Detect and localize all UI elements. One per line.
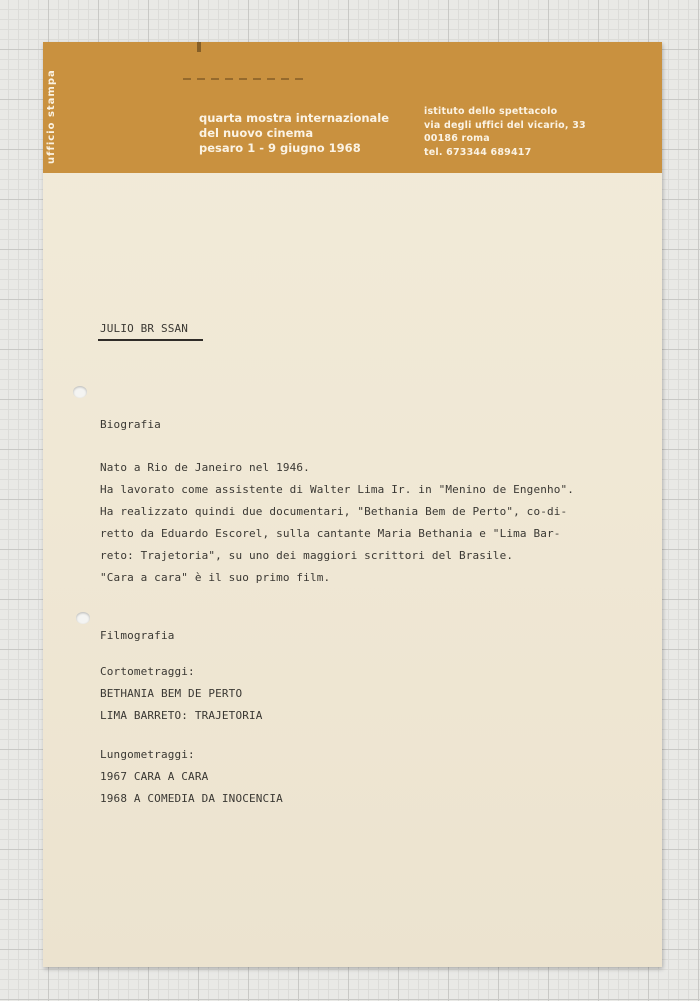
name-underline (98, 339, 203, 341)
list-item: 1968 A COMEDIA DA INOCENCIA (100, 792, 283, 805)
bio-line: reto: Trajetoria", su uno dei maggiori scrittori del Brasile. (100, 549, 514, 562)
bio-line: "Cara a cara" è il suo primo film. (100, 571, 331, 584)
ink-mark (197, 42, 201, 52)
list-item: LIMA BARRETO: TRAJETORIA (100, 709, 263, 722)
festival-line: del nuovo cinema (199, 126, 314, 140)
director-name: JULIO BR SSAN (100, 322, 189, 335)
filmography-heading: Filmografia (100, 629, 175, 642)
festival-dates: pesaro 1 - 9 giugno 1968 (199, 141, 361, 155)
institute-name: istituto dello spettacolo (424, 106, 558, 117)
shorts-heading: Cortometraggi: (100, 665, 195, 678)
shorts-list (100, 683, 263, 727)
dashed-mark (183, 78, 308, 80)
institute-address: via degli uffici del vicario, 33 (424, 119, 586, 131)
bio-line: Nato a Rio de Janeiro nel 1946. (100, 461, 310, 474)
features-heading: Lungometraggi: (100, 748, 195, 761)
institute-info (424, 105, 586, 159)
features-list (100, 766, 283, 810)
letterhead-band (43, 42, 662, 173)
festival-line: quarta mostra internazionale (199, 111, 390, 125)
list-item: 1967 CARA A CARA (100, 770, 209, 783)
press-sheet (43, 42, 662, 967)
institute-city: 00186 roma (424, 133, 490, 144)
list-item: BETHANIA BEM DE PERTO (100, 687, 243, 700)
institute-phone: tel. 673344 689417 (424, 146, 532, 158)
biography-text (100, 457, 574, 589)
bio-line: retto da Eduardo Escorel, sulla cantante Maria Bethania e "Lima Bar- (100, 527, 561, 540)
bio-line: Ha lavorato come assistente di Walter Lima Ir. in "Menino de Engenho". (100, 483, 575, 496)
bio-line: Ha realizzato quindi due documentari, "Bethania Bem de Perto", co-di- (100, 505, 568, 518)
punch-hole (76, 612, 90, 624)
press-office-label: ufficio stampa (46, 69, 57, 164)
festival-info (199, 111, 389, 156)
punch-hole (73, 386, 87, 398)
biography-heading: Biografia (100, 418, 161, 431)
